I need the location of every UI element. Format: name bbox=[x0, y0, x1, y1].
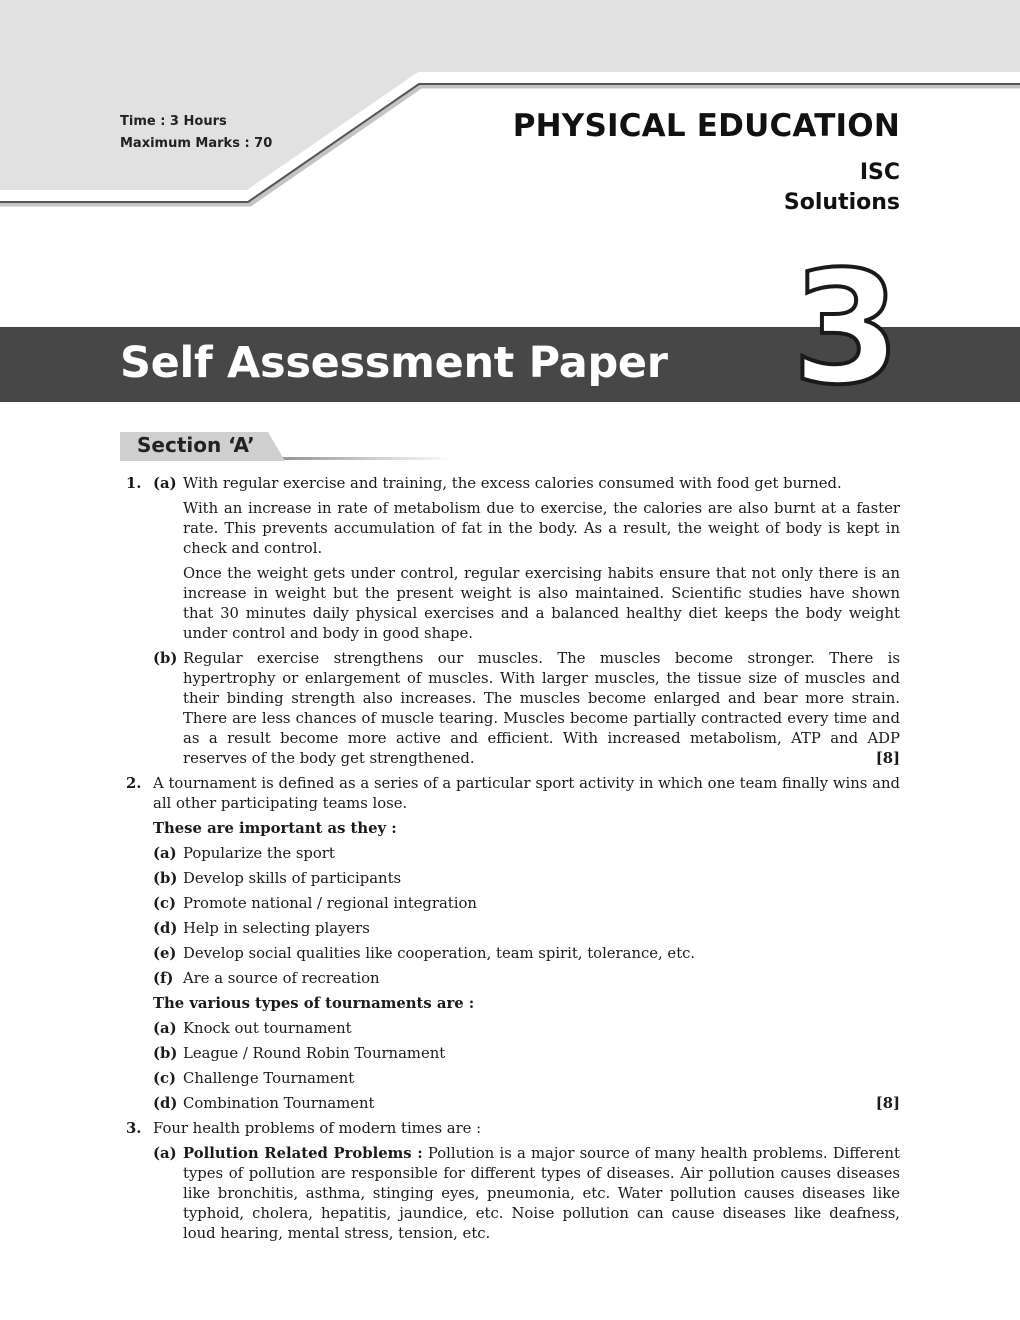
list-item-text: Help in selecting players bbox=[183, 920, 370, 937]
sub-label: (b) bbox=[153, 650, 178, 667]
list-heading bbox=[153, 994, 900, 1014]
list-item-text: Promote national / regional integration bbox=[183, 895, 477, 912]
answer-paragraph: With an increase in rate of metabolism due to exercise, the calories are also burnt at a faster rate. This prevents accumulation of fat in the body. As a result, the weight of body is kept in check and control. bbox=[183, 500, 900, 557]
list-heading-text: The various types of tournaments are : bbox=[153, 995, 475, 1012]
list-item bbox=[153, 1019, 900, 1039]
sub-label: (d) bbox=[153, 920, 178, 937]
subject-title: PHYSICAL EDUCATION bbox=[512, 108, 900, 144]
list-item-text: League / Round Robin Tournament bbox=[183, 1045, 446, 1062]
question-number: 1. bbox=[126, 475, 142, 492]
sub-label: (c) bbox=[153, 1070, 177, 1087]
list-item bbox=[153, 919, 900, 939]
sub-label: (d) bbox=[153, 1095, 178, 1112]
answer-text: Four health problems of modern times are : bbox=[153, 1120, 482, 1137]
answer-3a bbox=[153, 1144, 900, 1244]
answer-text: Pollution is a major source of many health problems. Different types of pollution are responsible for different types of diseases. Air pollution causes diseases like bronchitis, asthma, stinging eyes, pneumonia, etc. Water pollution causes diseases like typhoid, cholera, hepatitis, jaundice, etc. Noise pollution can cause diseases like deafness, loud hearing, mental stress, tension, etc. bbox=[183, 1145, 900, 1242]
time-label: Time : 3 Hours bbox=[120, 114, 227, 129]
answer-text: With regular exercise and training, the excess calories consumed with food get burned. bbox=[183, 475, 842, 492]
solutions-label: Solutions bbox=[783, 190, 900, 215]
list-item bbox=[153, 969, 900, 989]
list-item bbox=[153, 1044, 900, 1064]
answer-paragraph: Once the weight gets under control, regular exercising habits ensure that not only there is an increase in weight but the present weight is also maintained. Scientific studies have shown that 30 minutes daily physical exercises and a balanced healthy diet keeps the body weight under control and body in good shape. bbox=[183, 565, 900, 642]
sub-label: (a) bbox=[153, 1020, 177, 1037]
question-number: 2. bbox=[126, 775, 142, 792]
list-item bbox=[153, 869, 900, 889]
list-item bbox=[153, 1094, 900, 1114]
max-marks-label: Maximum Marks : 70 bbox=[120, 136, 273, 151]
answer-1a bbox=[153, 474, 900, 494]
sub-label: (e) bbox=[153, 945, 177, 962]
paper-number: 3 bbox=[792, 237, 901, 419]
section-heading: Section ‘A’ bbox=[137, 433, 255, 457]
question-3 bbox=[120, 1119, 900, 1244]
sub-label: (a) bbox=[153, 1145, 177, 1162]
list-item bbox=[153, 1069, 900, 1089]
sub-label: (f) bbox=[153, 970, 174, 987]
list-heading bbox=[153, 819, 900, 839]
question-number: 3. bbox=[126, 1120, 142, 1137]
list-item-text: Develop skills of participants bbox=[183, 870, 402, 887]
answer-heading: Pollution Related Problems : bbox=[183, 1145, 423, 1162]
question-2 bbox=[120, 774, 900, 1114]
list-heading-text: These are important as they : bbox=[153, 820, 397, 837]
sub-label: (a) bbox=[153, 845, 177, 862]
sub-label: (b) bbox=[153, 1045, 178, 1062]
list-item bbox=[153, 894, 900, 914]
list-item-text: Develop social qualities like cooperation, team spirit, tolerance, etc. bbox=[183, 945, 696, 962]
list-item bbox=[153, 844, 900, 864]
list-item bbox=[153, 944, 900, 964]
answer-text: Regular exercise strengthens our muscles. The muscles become stronger. There is hypertrophy or enlargement of muscles. With larger muscles, the tissue size of muscles and their binding strength also increases. The muscles become enlarged and bear more strain. There are less chances of muscle tearing. Muscles become partially contracted every time and as a result become more active and efficient. With increased metabolism, ATP and ADP reserves of the body get strengthened. bbox=[183, 650, 900, 767]
sub-label: (c) bbox=[153, 895, 177, 912]
exam-meta bbox=[120, 111, 272, 155]
sub-label: (a) bbox=[153, 475, 177, 492]
list-item-text: Challenge Tournament bbox=[183, 1070, 355, 1087]
list-item-text: Knock out tournament bbox=[183, 1020, 352, 1037]
board-label: ISC bbox=[859, 160, 900, 185]
board-info bbox=[784, 158, 900, 218]
answers bbox=[120, 474, 900, 1249]
question-1 bbox=[120, 474, 900, 769]
marks-badge: [8] bbox=[875, 1095, 900, 1112]
paper-title: Self Assessment Paper bbox=[120, 338, 668, 388]
answer-text: A tournament is defined as a series of a particular sport activity in which one team finally wins and all other participating teams lose. bbox=[153, 775, 900, 812]
list-item-text: Combination Tournament bbox=[183, 1095, 375, 1112]
answer-1b bbox=[153, 649, 900, 769]
list-item-text: Are a source of recreation bbox=[183, 970, 380, 987]
sub-label: (b) bbox=[153, 870, 178, 887]
marks-badge: [8] bbox=[875, 750, 900, 767]
list-item-text: Popularize the sport bbox=[183, 845, 335, 862]
